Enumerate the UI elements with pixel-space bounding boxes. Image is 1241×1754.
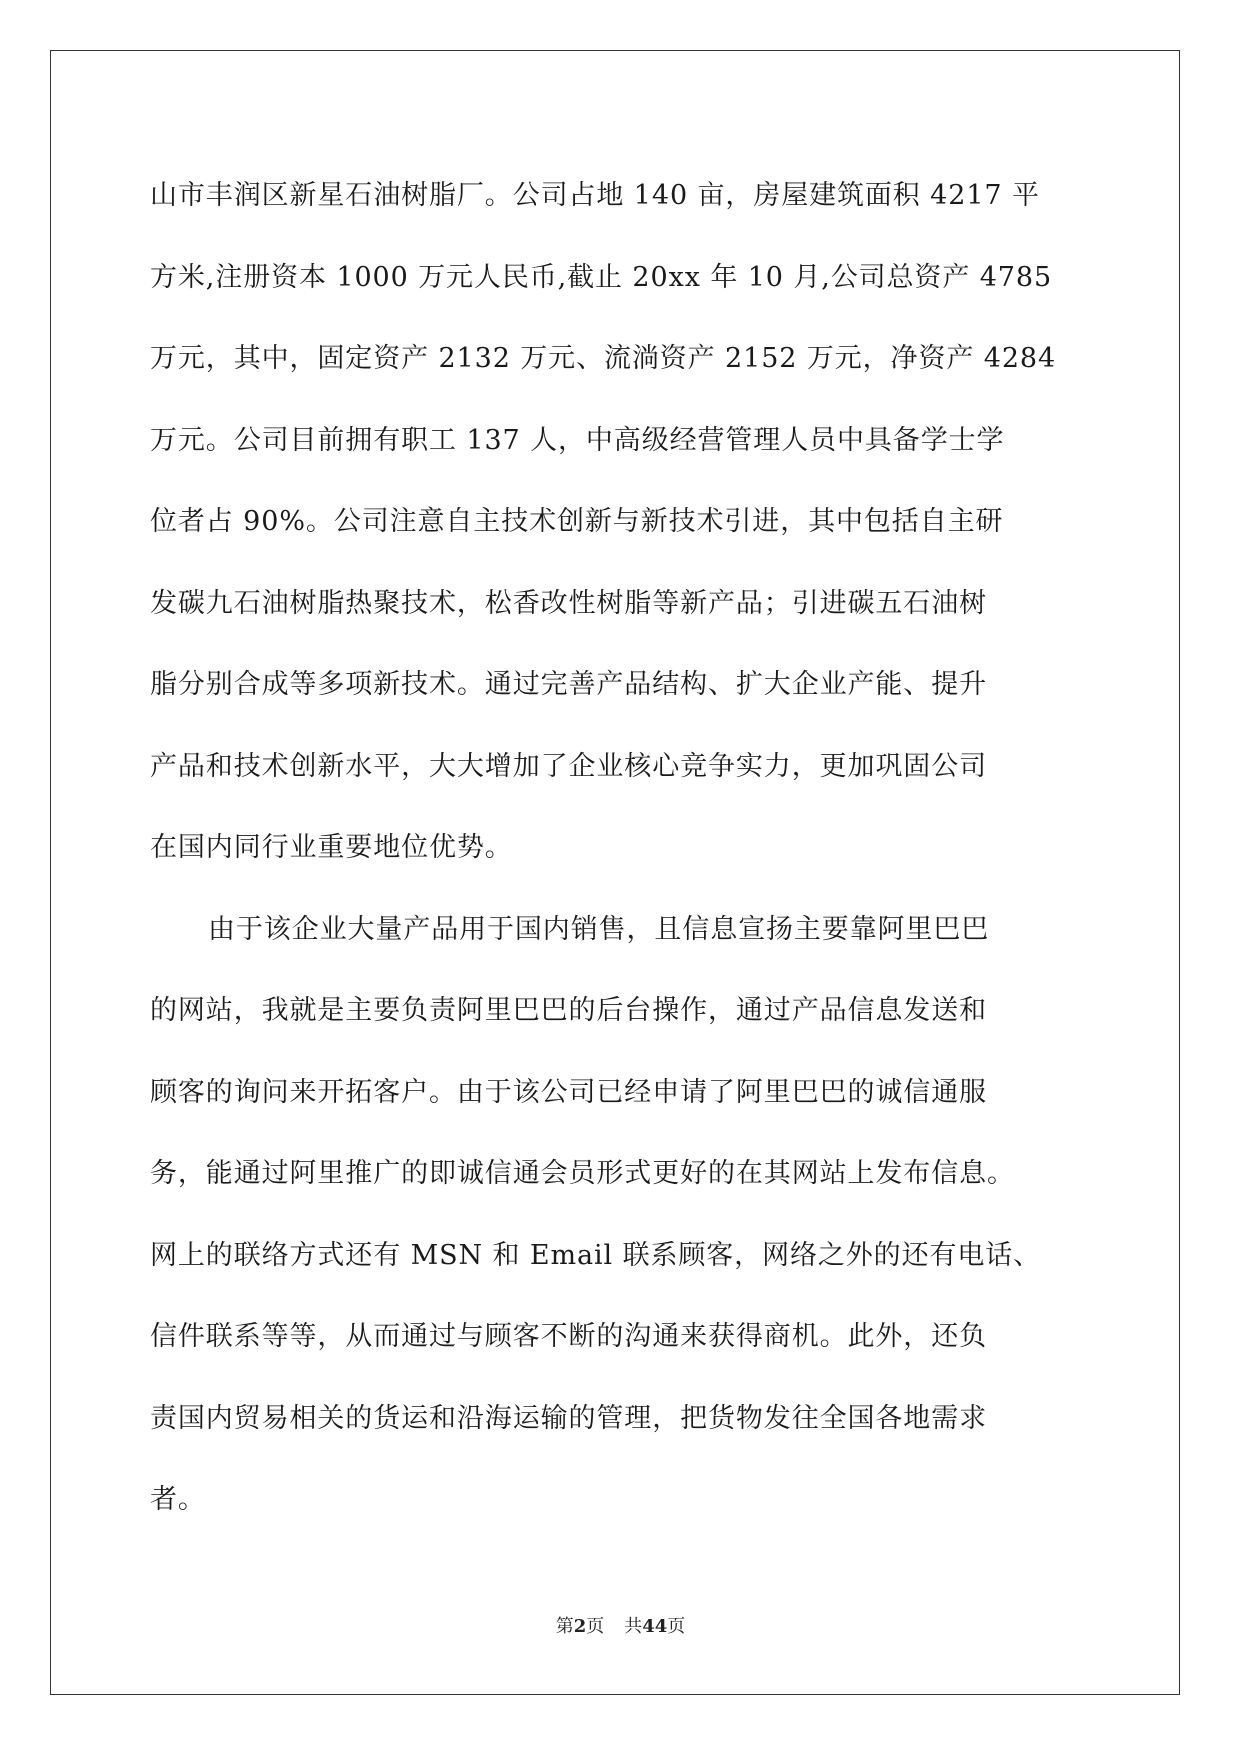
text-line: 由于该企业大量产品用于国内销售，且信息宣扬主要靠阿里巴巴 (208, 913, 990, 945)
text-line: 产品和技术创新水平，大大增加了企业核心竞争实力，更加巩固公司 (150, 750, 987, 782)
page-footer (0, 1612, 1241, 1638)
text-line: 方米,注册资本 1000 万元人民币,截止 20xx 年 10 月,公司总资产 4785 (150, 261, 1053, 293)
text-line: 山市丰润区新星石油树脂厂。公司占地 140 亩，房屋建筑面积 4217 平 (150, 180, 1040, 211)
text-line: 责国内贸易相关的货运和沿海运输的管理，把货物发往全国各地需求 (150, 1402, 987, 1434)
total-pages: 44 (642, 1616, 668, 1637)
paragraph-1 (150, 155, 1090, 889)
text-line: 务，能通过阿里推广的即诚信通会员形式更好的在其网站上发布信息。 (150, 1158, 1015, 1189)
text-line: 万元。公司目前拥有职工 137 人，中高级经营管理人员中具备学士学 (150, 424, 1005, 456)
text-line: 发碳九石油树脂热聚技术，松香改性树脂等新产品；引进碳五石油树 (150, 587, 987, 619)
text-line: 万元，其中，固定资产 2132 万元、流淌资产 2152 万元，净资产 4284 (150, 343, 1057, 374)
paragraph-2 (150, 889, 1090, 1541)
page-number: 2 (573, 1616, 587, 1637)
text-line: 顾客的询问来开拓客户。由于该公司已经申请了阿里巴巴的诚信通服 (150, 1076, 987, 1108)
total-prefix: 共 (624, 1616, 643, 1637)
page-suffix: 页 (586, 1616, 605, 1637)
text-line: 位者占 90%。公司注意自主技术创新与新技术引进，其中包括自主研 (150, 506, 1004, 537)
total-suffix: 页 (667, 1616, 686, 1637)
text-line: 者。 (150, 1484, 206, 1515)
page-prefix: 第 (555, 1616, 574, 1637)
document-body (150, 155, 1090, 1541)
text-line: 在国内同行业重要地位优势。 (150, 832, 513, 863)
text-line: 网上的联络方式还有 MSN 和 Email 联系顾客，网络之外的还有电话、 (150, 1239, 1042, 1271)
text-line: 信件联系等等，从而通过与顾客不断的沟通来获得商机。此外，还负 (150, 1321, 987, 1352)
text-line: 脂分别合成等多项新技术。通过完善产品结构、扩大企业产能、提升 (150, 669, 987, 700)
text-line: 的网站，我就是主要负责阿里巴巴的后台操作，通过产品信息发送和 (150, 995, 987, 1026)
